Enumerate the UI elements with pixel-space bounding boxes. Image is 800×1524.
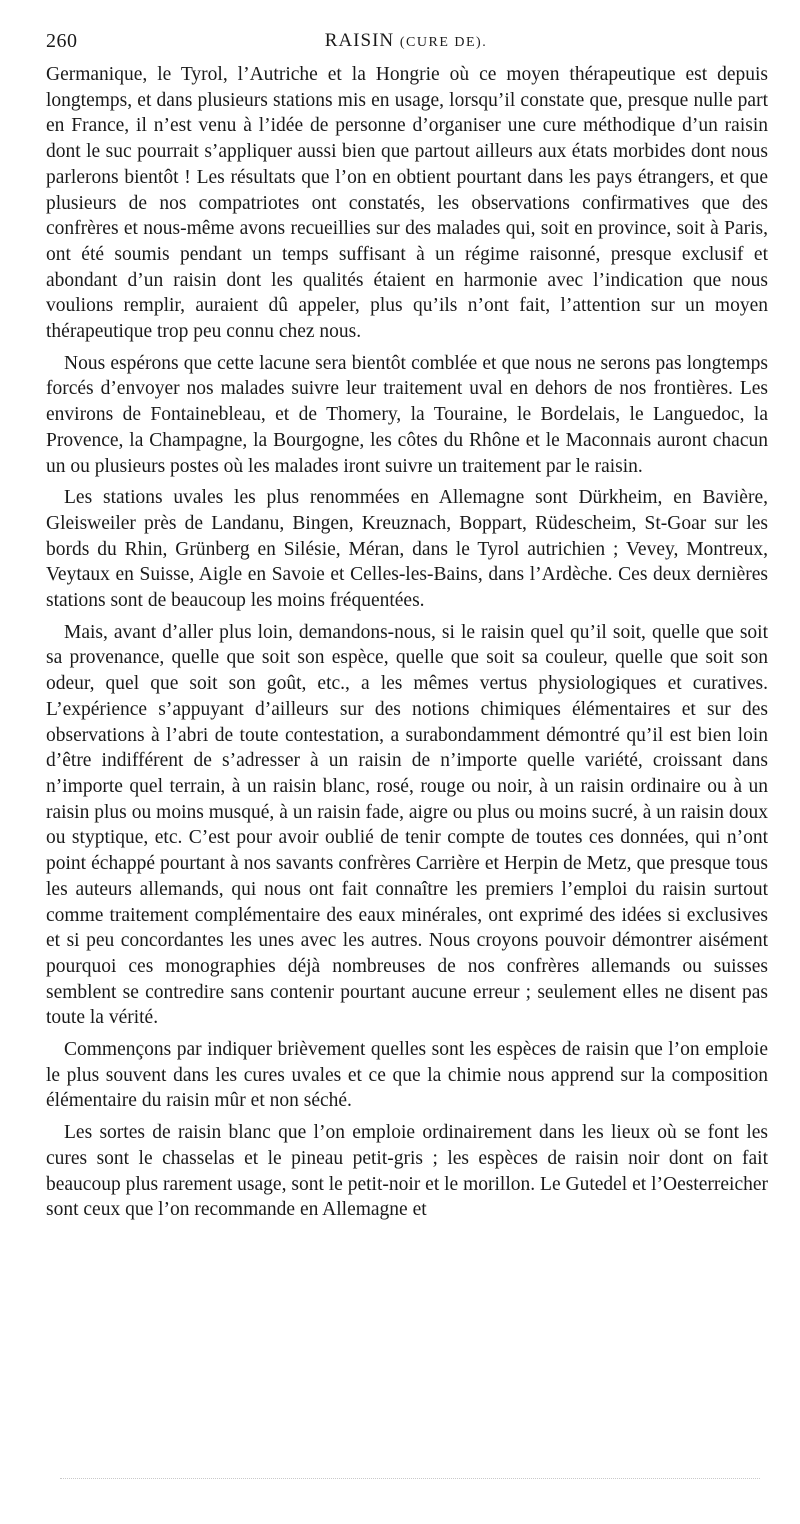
- page-body: [46, 62, 768, 1223]
- paragraph: Nous espérons que cette lacune sera bientôt comblée et que nous ne serons pas longtemps forcés d’envoyer nos malades suivre leur traitement uval en dehors de nos frontières. Les environs de Fontainebleau, et de Thomery, la Touraine, le Bordelais, le Languedoc, la Provence, la Champagne, la Bourgogne, les côtes du Rhône et le Maconnais auront chacun un ou plusieurs postes où les malades iront suivre un traitement par le raisin.: [46, 352, 768, 477]
- page-number: 260: [46, 30, 78, 52]
- paragraph-continues: Les sortes de raisin blanc que l’on emploie ordinairement dans les lieux où se font les cures sont le chasselas et le pineau petit-gris ; les espèces de raisin noir dont on fait beaucoup plus rarement usage, sont le petit-noir et le morillon. Le Gutedel et l’Oesterreicher sont ceux que l’on recommande en Allemagne et: [46, 1122, 768, 1221]
- bottom-margin-rule: [60, 1478, 760, 1479]
- running-head: [46, 30, 766, 52]
- paragraph: Mais, avant d’aller plus loin, demandons-nous, si le raisin quel qu’il soit, quelle que soit sa provenance, quelle que soit son espèce, quelle que soit sa couleur, quelle que soit son odeur, quel que soit son goût, etc., a les mêmes vertus physiologiques et curatives. L’expérience s’appuyant d’ailleurs sur des notions chimiques élémentaires et sur des observations à l’abri de toute contestation, a surabondamment démontré qu’il est bien loin d’être indifférent de s’adresser à un raisin de n’importe quelle variété, croissant dans n’importe quel terrain, à un raisin blanc, rosé, rouge ou noir, à un raisin ordinaire ou à un raisin plus ou moins musqué, à un raisin fade, aigre ou plus ou moins sucré, à un raisin doux ou styptique, etc. C’est pour avoir oublié de tenir compte de toutes ces données, qui n’ont point échappé pourtant à nos savants confrères Carrière et Herpin de Metz, que presque tous les auteurs allemands, qui nous ont fait connaître les premiers l’emploi du raisin surtout comme traitement complémentaire des eaux minérales, ont exprimé des idées si exclusives et si peu concordantes les unes avec les autres. Nous croyons pouvoir démontrer aisément pourquoi ces monographies déjà nombreuses de nos confrères allemands ou suisses semblent se contredire sans contenir pourtant aucune erreur ; seulement elles ne disent pas toute la vérité.: [46, 621, 768, 1029]
- page-header: [46, 30, 766, 54]
- running-head-subtitle: (CURE DE).: [399, 35, 488, 50]
- paragraph-continued: Germanique, le Tyrol, l’Autriche et la Hongrie où ce moyen thérapeutique est depuis longtemps, et dans plusieurs stations mis en usage, lorsqu’il constate que, presque nulle part en France, il n’est venu à l’idée de personne d’organiser une cure méthodique d’un raisin dont le suc pourrait s’appliquer aussi bien que partout ailleurs aux états morbides dont nous parlerons bientôt ! Les résultats que l’on en obtient pourtant dans les pays étrangers, et que plusieurs de nos compatriotes ont constatés, les observations confirmatives que des confrères et nous-même avons recueillies sur des malades qui, soit en province, soit à Paris, ont été soumis pendant un temps suffisant à un régime raisonné, presque exclusif et abondant d’un raisin dont les qualités étaient en harmonie avec l’indication que nous voulions remplir, auraient dû appeler, plus qu’ils n’ont fait, l’attention sur un moyen thérapeutique trop peu connu chez nous.: [46, 64, 768, 343]
- running-head-title: RAISIN: [324, 30, 395, 51]
- paragraph: Commençons par indiquer brièvement quelles sont les espèces de raisin que l’on emploie le plus souvent dans les cures uvales et ce que la chimie nous apprend sur la composition élémentaire du raisin mûr et non séché.: [46, 1039, 768, 1112]
- paragraph: Les stations uvales les plus renommées en Allemagne sont Dürkheim, en Bavière, Gleisweiler près de Landanu, Bingen, Kreuznach, Boppart, Rüdescheim, St-Goar sur les bords du Rhin, Grünberg en Silésie, Méran, dans le Tyrol autrichien ; Vevey, Montreux, Veytaux en Suisse, Aigle en Savoie et Celles-les-Bains, dans l’Ardèche. Ces deux dernières stations sont de beaucoup les moins fréquentées.: [46, 487, 768, 612]
